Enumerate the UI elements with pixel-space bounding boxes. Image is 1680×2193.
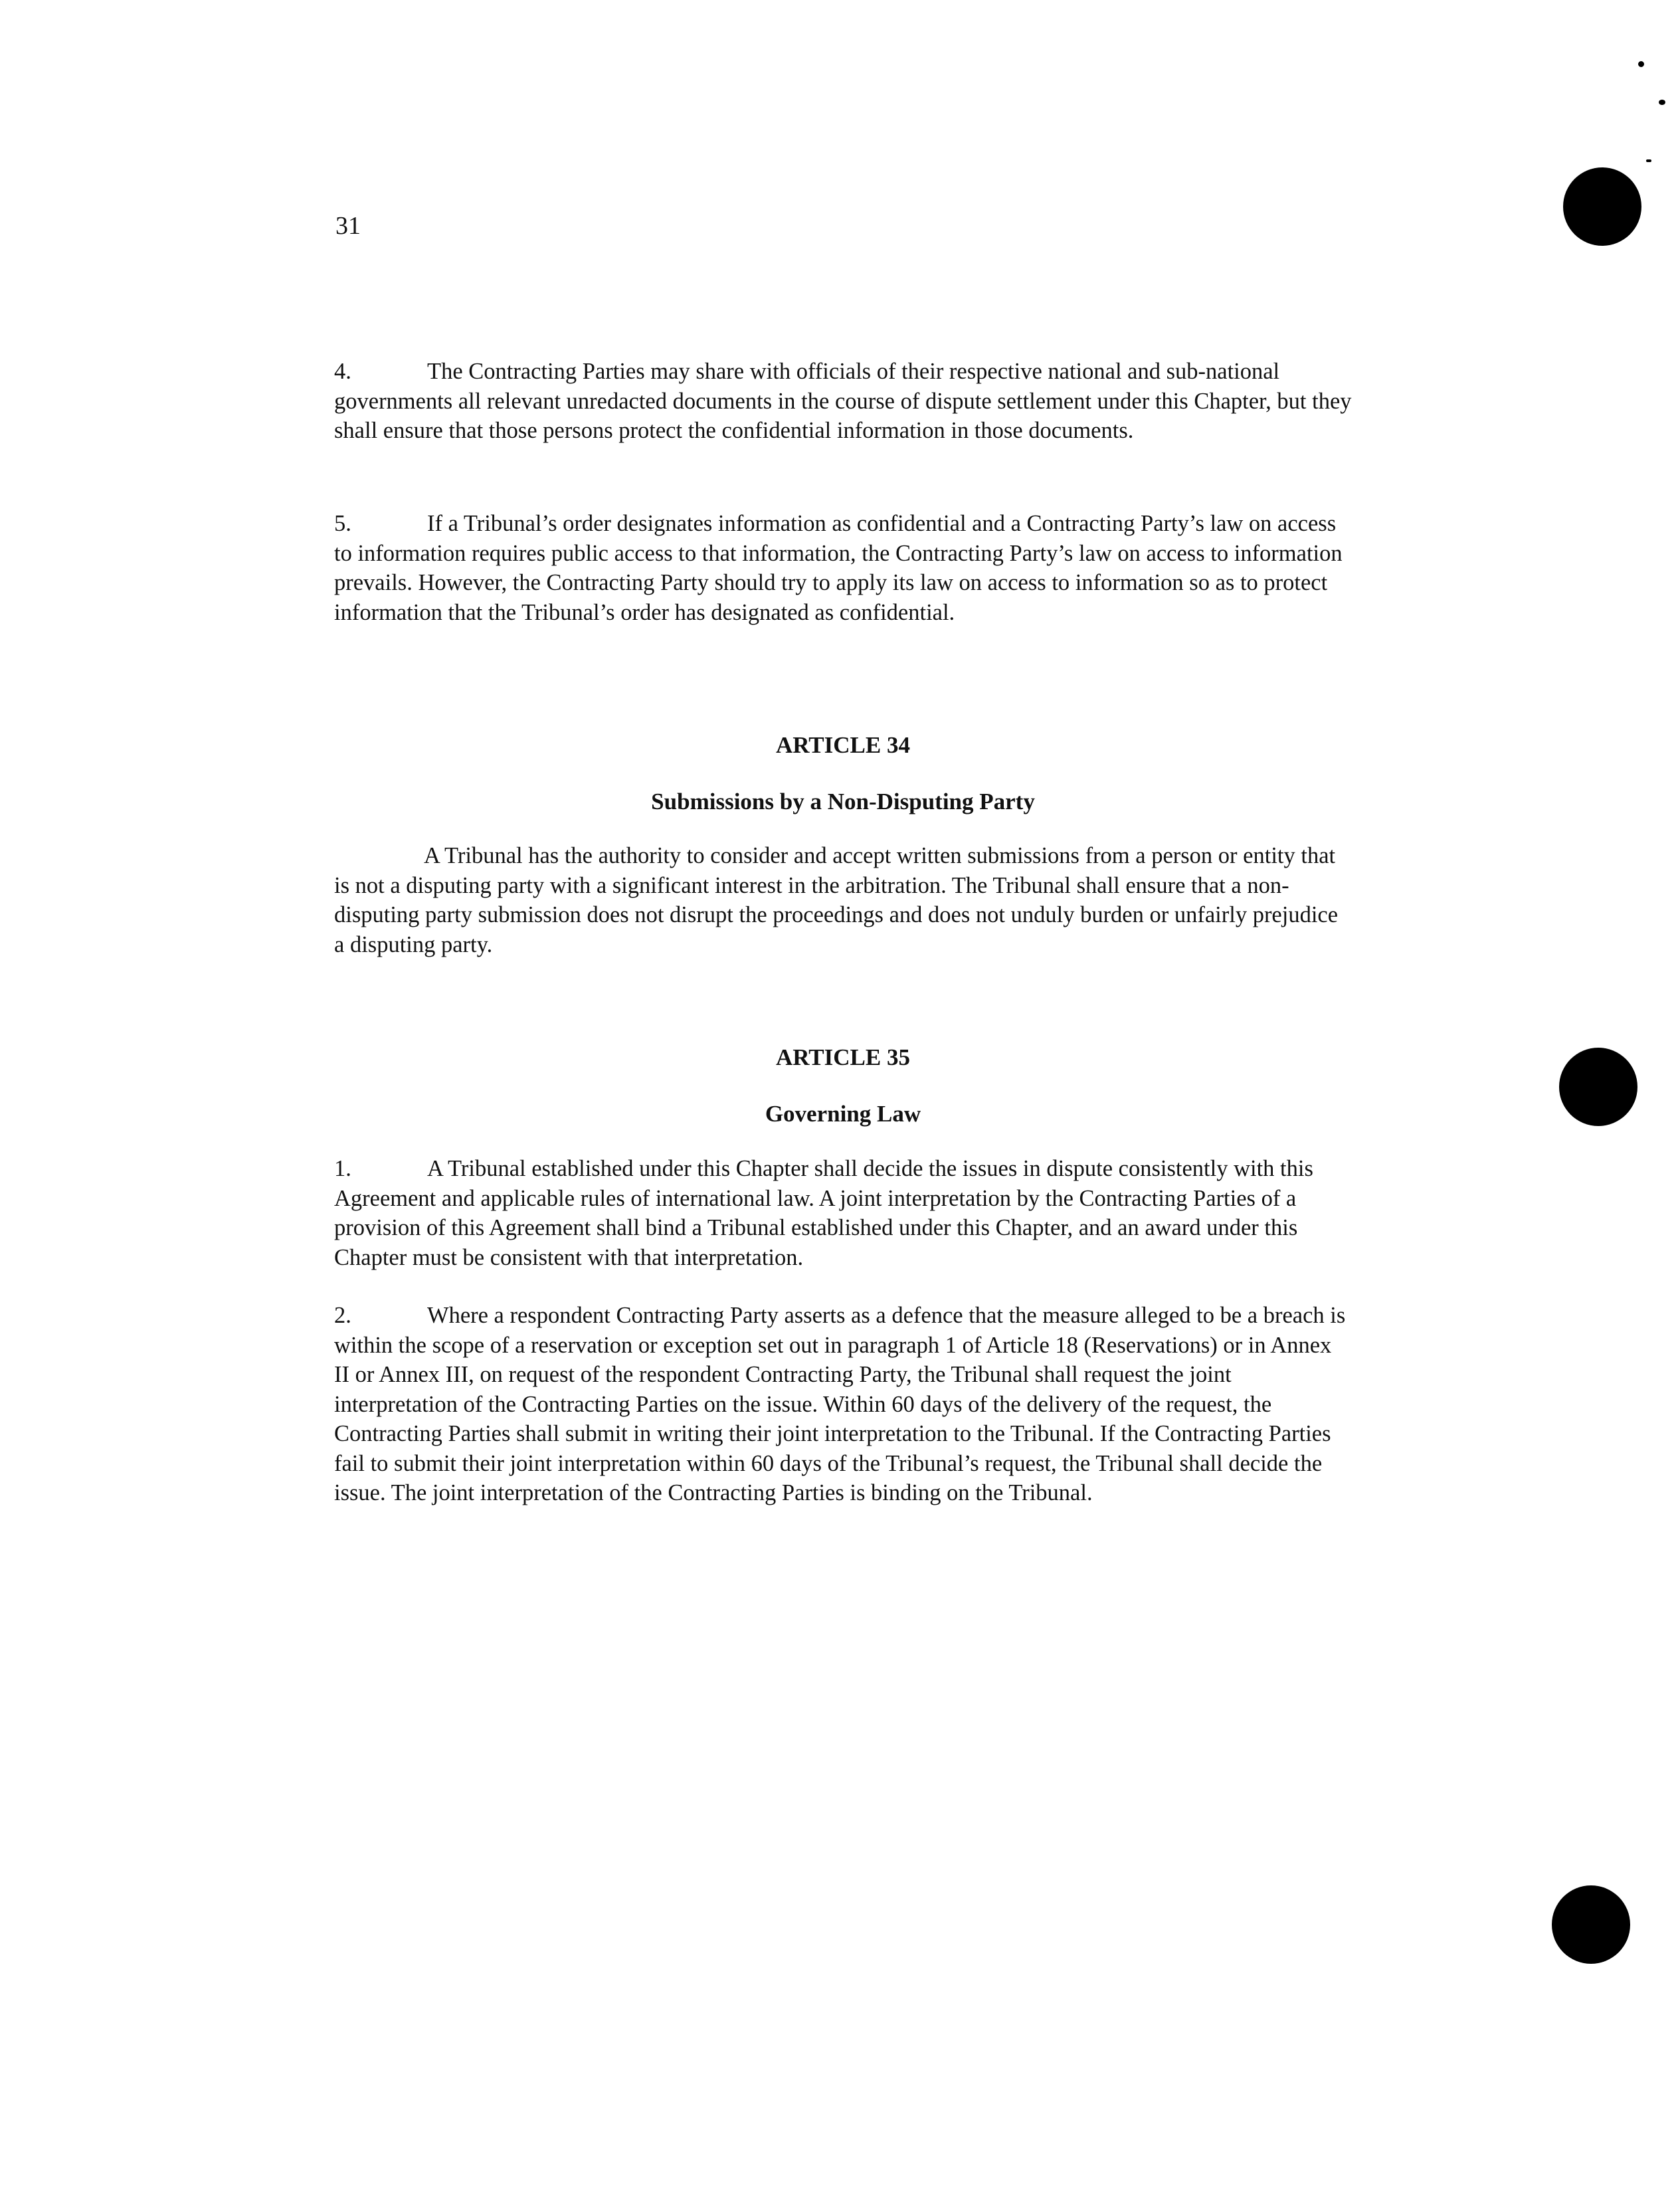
paragraph-text: If a Tribunal’s order designates information as confidential and a Contracting Party’s law on access to information requires public access to that information, the Contracting Party’s law on access to information prevails. However, the Contracting Party should try to apply its law on access to information so as to protect information that the Tribunal’s order has designated as confidential.	[334, 511, 1343, 625]
paragraph-text: A Tribunal established under this Chapter shall decide the issues in dispute consistently with this Agreement and applicable rules of international law. A joint interpretation by the Contracting Parties of a provision of this Agreement shall bind a Tribunal established under this Chapter, and an award under this Chapter must be consistent with that interpretation.	[334, 1156, 1313, 1270]
article-35-paragraph-2	[334, 1301, 1352, 1508]
article-35-heading: ARTICLE 35	[775, 1044, 910, 1070]
paragraph-number: 1.	[334, 1156, 351, 1181]
punch-hole-bottom	[1552, 1885, 1630, 1964]
scan-speck	[1638, 61, 1644, 67]
paragraph-number: 2.	[334, 1303, 351, 1328]
punch-hole-middle	[1559, 1048, 1637, 1126]
article-34-paragraph	[334, 841, 1352, 959]
paragraph-text: A Tribunal has the authority to consider and accept written submissions from a person or entity that is not a disputing party with a significant interest in the arbitration. The Tribunal shall ensure that a non-disputing party submission does not disrupt the proceedings and does not unduly burden or unfairly prejudice a disputing party.	[334, 843, 1339, 957]
article-35-paragraph-1	[334, 1154, 1352, 1272]
article-35-title: Governing Law	[765, 1101, 921, 1127]
paragraph-4	[334, 357, 1352, 446]
article-34-title: Submissions by a Non-Disputing Party	[651, 789, 1035, 814]
scan-speck	[1659, 100, 1665, 105]
paragraph-5	[334, 509, 1352, 627]
scan-speck	[1646, 159, 1651, 162]
page-number: 31	[335, 212, 361, 240]
paragraph-text: Where a respondent Contracting Party asserts as a defence that the measure alleged to be a breach is within the scope of a reservation or exception set out in paragraph 1 of Article 18 (Reservations) or in Annex II or Annex III, on request of the respondent Contracting Party, the Tribunal shall request the joint interpretation of the Contracting Parties on the issue. Within 60 days of the delivery of the request, the Contracting Parties shall submit in writing their joint interpretation to the Tribunal. If the Contracting Parties fail to submit their joint interpretation within 60 days of the Tribunal’s request, the Tribunal shall decide the issue. The joint interpretation of the Contracting Parties is binding on the Tribunal.	[334, 1303, 1346, 1505]
paragraph-text: The Contracting Parties may share with officials of their respective national and sub-national governments all relevant unredacted documents in the course of dispute settlement under this Chapter, but they shall ensure that those persons protect the confidential information in those documents.	[334, 359, 1352, 443]
paragraph-number: 4.	[334, 359, 351, 384]
punch-hole-top	[1563, 167, 1641, 246]
article-34-heading: ARTICLE 34	[775, 732, 910, 758]
paragraph-number: 5.	[334, 511, 351, 536]
